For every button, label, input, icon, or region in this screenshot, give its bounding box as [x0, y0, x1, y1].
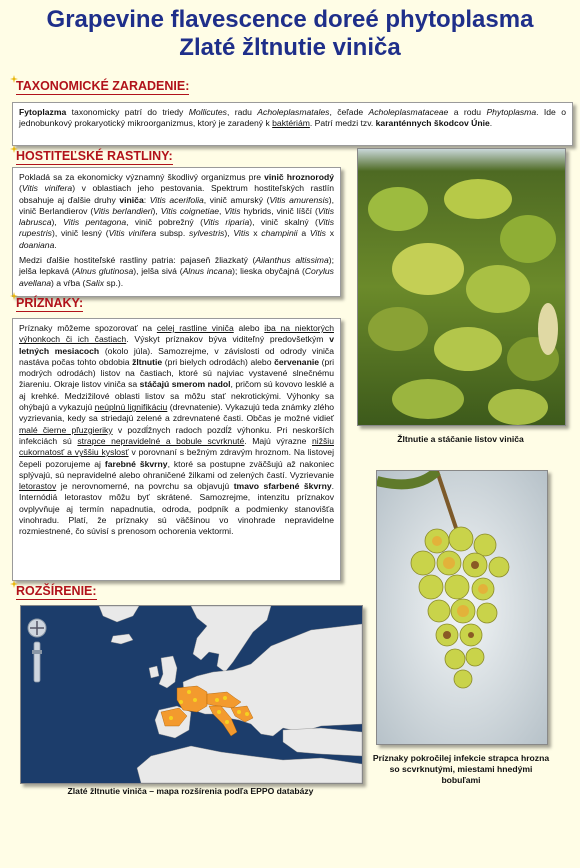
t-quarantine: karanténnych škodcov Únie [375, 118, 490, 129]
t-family: Acholeplasmataceae [368, 107, 449, 117]
h-frag: ); jelša lepkavá ( [19, 255, 334, 277]
h-latin: Vitis pentagona [63, 217, 127, 228]
s-bold: stáčajú smerom nadol [139, 379, 231, 390]
h-latin: Alnus incana [182, 266, 233, 277]
heading-taxonomy [16, 79, 189, 95]
sparkle-icon [10, 145, 18, 153]
page-title [0, 6, 580, 62]
h-latin: Vitis acerifolia [149, 194, 204, 205]
h-frag: ), [224, 228, 234, 239]
h-latin: Vitis [224, 205, 241, 216]
vine-leaves-image [358, 149, 565, 425]
title-line-2: Zlaté žltnutie viniča [179, 34, 401, 61]
photo-grapes [376, 470, 548, 745]
h-latin: Ailanthus altissima [255, 255, 329, 266]
h-frag: ), [51, 217, 64, 228]
photo-leaves [357, 148, 566, 426]
h-frag: , vinič amurský ( [203, 194, 270, 205]
h-frag: ), jelša sivá ( [133, 266, 183, 277]
s-frag: v pozdĺžnych radoch pozdĺž výhonku. Pri neskorších infekciách sú [19, 424, 334, 446]
s-bold: žltnutie [132, 356, 163, 367]
s-frag: . Majú výrazne [244, 435, 312, 446]
symptoms-box [12, 318, 341, 581]
taxonomy-text [19, 107, 566, 130]
t-frag: a rodu [448, 107, 487, 117]
h-latin: Vitis [309, 228, 326, 239]
heading-taxonomy-label: TAXONOMICKÉ ZARADENIE: [16, 79, 190, 93]
t-frag: , radu [226, 107, 258, 117]
s-bold: farebné škvrny [104, 458, 168, 469]
s-frag: , pričom sú kovovo lesklé a aj krehké. Medzižilové oblasti listov sa môžu stať nekrotickými. Výhonky sa ohýbajú a vykazujú [19, 379, 335, 413]
s-frag: (drevnatenie). Vykazujú teda známky zlého vyzrievania, kedy sa striedajú zelené a zdrevnatené časti. Občas je možné vidieť [19, 402, 335, 424]
h-frag: hybrids, vinič líščí ( [240, 205, 318, 216]
h-latin: Vitis [233, 228, 250, 239]
h-frag: ); lieska obyčajná ( [232, 266, 305, 277]
t-frag: . [489, 118, 493, 129]
h-frag: ), [152, 205, 161, 216]
distribution-map [20, 605, 363, 784]
t-frag: . Ide o jednobunkový prokaryotický mikroorganizmus, ktorý je zaradený k [19, 107, 566, 129]
t-fyto: Fytoplazma [19, 107, 67, 117]
h-bold: viniča [119, 194, 144, 205]
s-bold: tmavo sfarbené škvrny [233, 481, 332, 492]
heading-hosts [16, 149, 173, 165]
s-frag: , ktoré sa postupne zväčšujú až nakoniec splývajú, sú nepravidelné alebo ohraničené žilkami od zelených častí. Vyzrievanie [19, 458, 335, 480]
s-underlined: nižšiu cukornatosť a vyššiu kyslosť [19, 435, 334, 458]
h-latin: Vitis rupestris [19, 217, 334, 239]
s-underlined: neúplnú lignifikáciu [94, 402, 168, 413]
h-latin: Vitis vinifera [21, 183, 73, 194]
s-frag: . Internódiá letorastov môžu byť skrátené. Samozrejme, intenzitu príznakov ovplyvňuje aj termín napadnutia, odroda, podpník a podmienky stanovišťa vinohradu. Platí, že príznaky sú väčšinou vo vinohrade nepravidelne rozmiestnené, čo súvisí s prenosom ochorenia vektormi. [19, 481, 334, 537]
heading-distribution-label: ROZŠÍRENIE: [16, 584, 97, 598]
t-genus: Phytoplasma [486, 107, 537, 117]
s-frag: je nerovnomerné, na povrchu sa objavujú [56, 481, 234, 492]
t-order: Acholeplasmatales [257, 107, 330, 117]
h-frag: Medzi ďalšie hostiteľské rastliny patria: pajaseň žliazkatý ( [19, 255, 256, 266]
caption-leaves: Žltnutie a stáčanie listov viniča [397, 434, 524, 444]
sparkle-icon [10, 580, 18, 588]
h-frag: Pokladá sa za ekonomicky významný škodlivý organizmus pre [19, 172, 265, 182]
t-bacteria-link[interactable]: baktériám [272, 118, 310, 129]
h-frag: ), vinič skalný ( [249, 217, 318, 228]
h-frag: sp.). [104, 277, 124, 288]
h-bold: vinič hroznorodý [264, 172, 334, 182]
hosts-text-2 [19, 255, 334, 289]
s-underlined: iba na niektorých výhonkoch či ich častiach [19, 323, 334, 345]
h-frag: ), vinič Berlandierov ( [19, 194, 335, 216]
h-frag: x [325, 228, 335, 239]
h-latin: Vitis berlandieri [93, 205, 153, 216]
t-frag: , čeľade [329, 107, 369, 117]
h-frag: ( [19, 183, 22, 194]
h-latin: Vitis vinifera [108, 228, 157, 239]
europe-map-image [21, 606, 362, 783]
taxonomy-box [12, 102, 573, 146]
s-frag: . Výskyt príznakov býva viditeľný predovšetkým [126, 334, 330, 345]
h-frag: ) a vŕba ( [51, 277, 86, 288]
grape-cluster-image [377, 471, 547, 744]
h-frag: , [219, 205, 225, 216]
h-latin: champinii [261, 228, 298, 239]
s-underlined: celej rastline viniča [156, 323, 234, 333]
h-frag: subsp. [156, 228, 189, 239]
heading-symptoms-label: PRÍZNAKY: [16, 296, 84, 310]
h-frag: a [297, 228, 310, 239]
heading-distribution [16, 584, 97, 600]
h-frag: ), vinič lesný ( [51, 228, 109, 239]
h-frag: ) v oblastiach jeho pestovania. Spektrum hostiteľských rastlín obsahuje aj ďalšie druhy [19, 183, 334, 205]
sparkle-icon [10, 292, 18, 300]
s-underlined: malé čierne pľuzgieriky [19, 424, 113, 435]
h-latin: sylvestris [188, 228, 225, 239]
s-bold: červenanie [274, 356, 319, 367]
h-frag: . [54, 239, 57, 250]
h-latin: Vitis amurensis [269, 194, 329, 205]
s-frag: (pri bielych odrodách) alebo [162, 356, 275, 367]
s-frag: alebo [233, 323, 265, 333]
t-mollicutes: Mollicutes [188, 107, 227, 117]
h-frag: , vinič pobrežný ( [126, 217, 203, 228]
hosts-text-1 [19, 172, 334, 251]
sparkle-icon [10, 75, 18, 83]
h-latin: Vitis labrusca [19, 205, 334, 228]
h-latin: Vitis riparia [202, 217, 250, 228]
t-frag: taxonomicky patrí do triedy [66, 107, 189, 117]
s-underlined: letorastov [19, 481, 57, 492]
s-frag: v porovnaní s bežným zdravým hroznom. Na listovej čepeli pozorujeme aj [19, 447, 334, 469]
hosts-box [12, 167, 341, 297]
title-line-1: Grapevine flavescence doreé phytoplasma [46, 6, 534, 33]
heading-symptoms [16, 296, 83, 312]
heading-hosts-label: HOSTITEĽSKÉ RASTLINY: [16, 149, 173, 163]
caption-grapes: Príznaky pokročilej infekcie strapca hrozna so scvrknutými, miestami hnedými bobuľami [372, 753, 550, 785]
h-latin: Salix [85, 277, 105, 288]
h-frag: : [143, 194, 150, 205]
h-latin: Alnus glutinosa [74, 266, 134, 277]
h-latin: Corylus avellana [19, 266, 334, 288]
h-latin: doaniana [19, 239, 55, 250]
s-frag: Príznaky môžeme spozorovať na [19, 323, 157, 333]
s-underlined: strapce nepravidelné a bobule scvrknuté [77, 435, 245, 446]
s-bold: v letných mesiacoch [19, 334, 334, 356]
h-latin: Vitis coignetiae [160, 205, 220, 216]
caption-map: Zlaté žltnutie viniča – mapa rozšírenia podľa EPPO databázy [67, 786, 314, 796]
s-frag: (okolo júla). Samozrejme, v závislosti od odrody viniča nastáva počas tohto obdobia [19, 345, 334, 367]
h-frag: x [249, 228, 262, 239]
symptoms-text [19, 323, 334, 538]
s-frag: (pri modrých odrodách) listov na častiach, ktoré sú najviac vystavené slnečnému žiareniu. Okraje listov viniča sa [19, 356, 335, 390]
t-frag: . Patrí medzi tzv. [309, 118, 376, 129]
